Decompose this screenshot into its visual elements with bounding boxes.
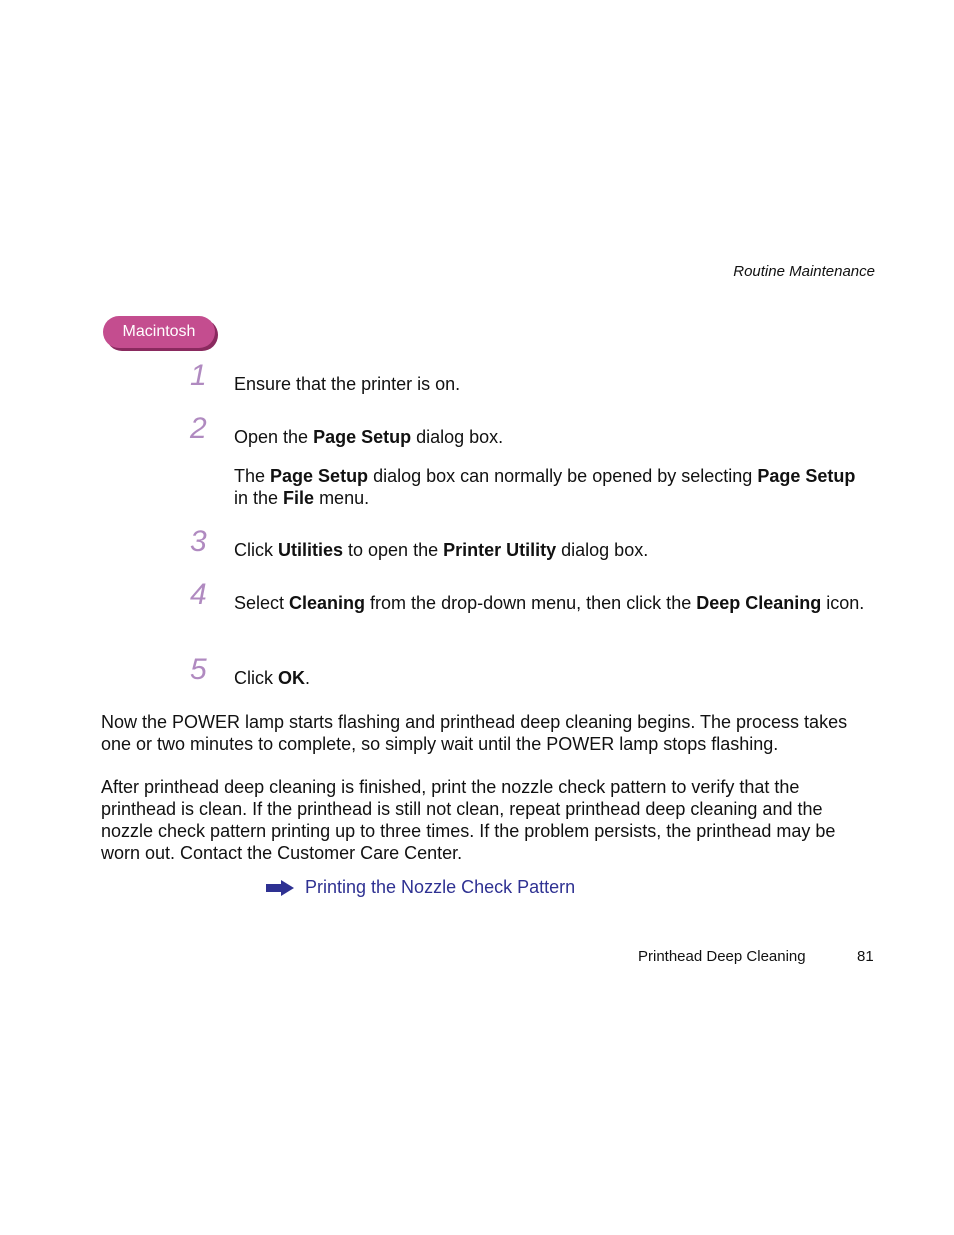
step-note <box>234 465 870 509</box>
text-run: Click <box>234 540 278 560</box>
step-text <box>234 667 870 689</box>
step-5 <box>190 653 870 689</box>
bold-term: Page Setup <box>757 466 856 486</box>
text-run: Ensure that the printer is on. <box>234 374 461 394</box>
step-4 <box>190 578 870 614</box>
step-number: 4 <box>190 578 207 611</box>
nozzle-check-link[interactable] <box>265 877 575 898</box>
step-1 <box>190 359 870 395</box>
step-text <box>234 592 870 614</box>
text-run: icon. <box>821 593 865 613</box>
right-arrow-icon <box>265 879 295 897</box>
text-run: dialog box. <box>411 427 504 447</box>
step-text <box>234 426 870 448</box>
bold-term: Cleaning <box>289 593 366 613</box>
text-run: Click <box>234 668 278 688</box>
bold-term: File <box>283 488 315 508</box>
text-run: . <box>305 668 311 688</box>
bold-term: Page Setup <box>313 427 412 447</box>
step-3 <box>190 525 870 561</box>
step-number: 5 <box>190 653 207 686</box>
footer-title: Printhead Deep Cleaning <box>638 948 806 965</box>
paragraph-power-lamp: Now the POWER lamp starts flashing and printhead deep cleaning begins. The process takes one or two minutes to complete, so simply wait until the POWER lamp stops flashing. <box>101 712 848 754</box>
text-run: Select <box>234 593 290 613</box>
text-run: in the <box>234 488 284 508</box>
bold-term: Printer Utility <box>443 540 557 560</box>
running-header: Routine Maintenance <box>733 263 875 280</box>
macintosh-badge: Macintosh <box>103 316 215 348</box>
step-number: 1 <box>190 359 207 392</box>
link-label[interactable]: Printing the Nozzle Check Pattern <box>305 877 576 897</box>
step-number: 2 <box>190 412 207 445</box>
bold-term: OK <box>278 668 305 688</box>
text-run: from the drop-down menu, then click the <box>365 593 697 613</box>
bold-term: Page Setup <box>270 466 369 486</box>
bold-term: Utilities <box>278 540 344 560</box>
step-text <box>234 539 870 561</box>
bold-term: Deep Cleaning <box>696 593 822 613</box>
text-run: to open the <box>343 540 444 560</box>
page-number: 81 <box>857 948 874 965</box>
text-run: Open the <box>234 427 314 447</box>
text-run: menu. <box>314 488 370 508</box>
text-run: dialog box can normally be opened by selecting <box>368 466 758 486</box>
text-run: dialog box. <box>556 540 649 560</box>
text-run: The <box>234 466 271 486</box>
step-number: 3 <box>190 525 207 558</box>
step-2 <box>190 412 870 509</box>
paragraph-after-cleaning: After printhead deep cleaning is finished, print the nozzle check pattern to verify that the printhead is clean. If the printhead is still not clean, repeat printhead deep cleaning and the nozzle check pattern printing up to three times. If the problem persists, the printhead may be worn out. Contact the Customer Care Center. <box>101 777 836 863</box>
step-text <box>234 373 870 395</box>
